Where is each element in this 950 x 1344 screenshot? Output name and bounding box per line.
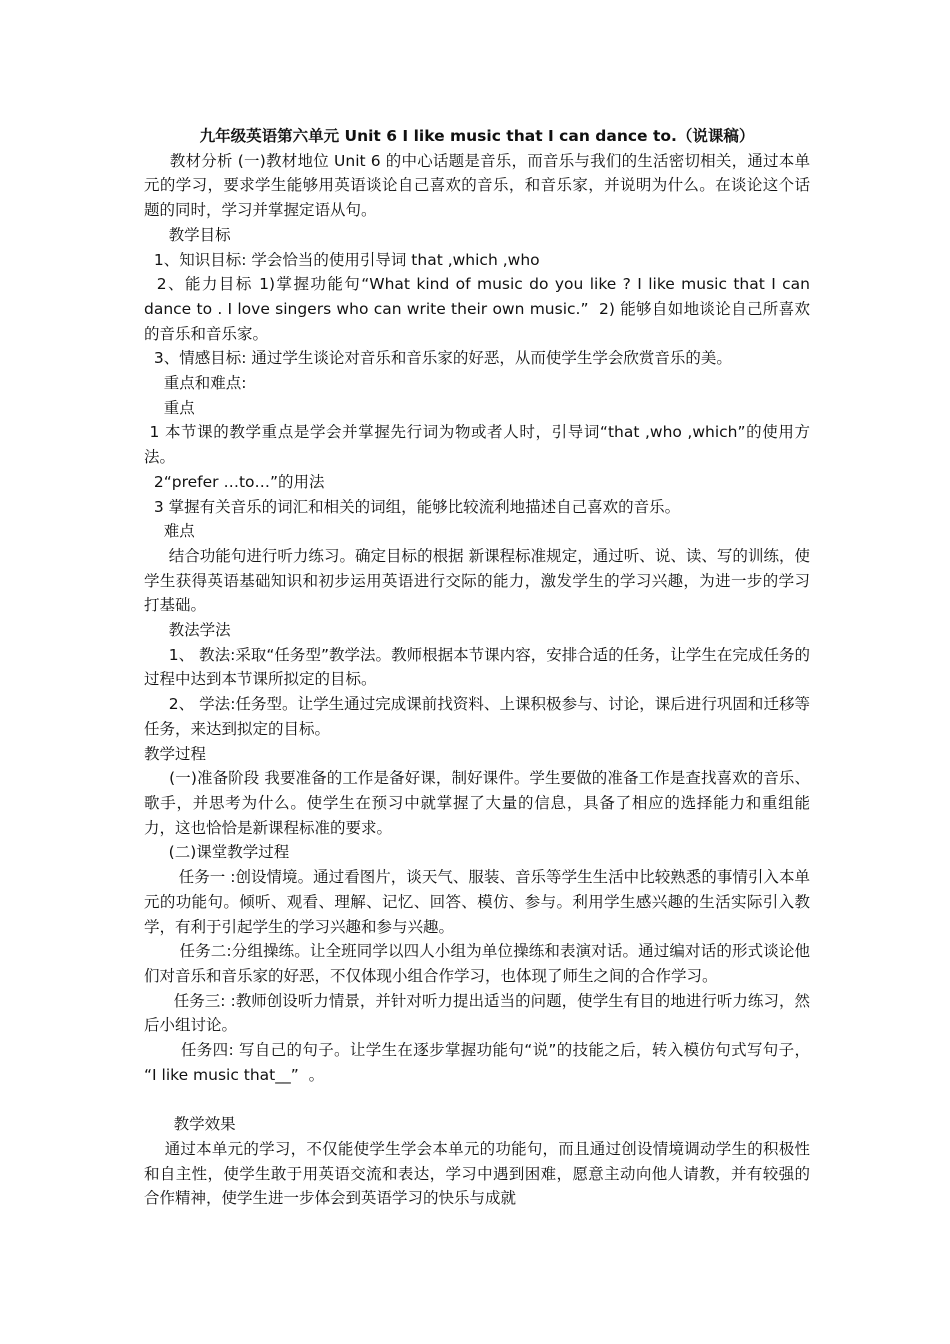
method-teaching: 1、 教法:采取“任务型”教学法。教师根据本节课内容，安排合适的任务，让学生在完成任务的过程中达到本节课所拟定的目标。 <box>144 645 810 689</box>
heading-classroom-process: (二)课堂教学过程 <box>144 843 290 862</box>
heading-teaching-effect: 教学效果 <box>144 1115 236 1134</box>
key-point-2: 2“prefer …to…”的用法 <box>144 472 325 491</box>
heading-difficulties: 难点 <box>144 522 195 541</box>
objective-knowledge: 1、知识目标: 学会恰当的使用引导词 that ,which ,who <box>144 250 540 269</box>
paragraph-difficulties: 结合功能句进行听力练习。确定目标的根据 新课程标准规定，通过听、说、读、写的训练，使学生获得英语基础知识和初步运用英语进行交际的能力，激发学生的学习兴趣，为进一步的学习打基础。 <box>144 546 811 615</box>
heading-key-points: 重点 <box>144 398 195 417</box>
heading-key-points-difficulties: 重点和难点: <box>144 374 247 393</box>
blank-line <box>144 1087 810 1112</box>
method-learning: 2、 学法:任务型。让学生通过完成课前找资料、上课积极参与、讨论，课后进行巩固和迁移等任务，来达到拟定的目标。 <box>144 695 810 738</box>
document-title: 九年级英语第六单元 Unit 6 I like music that I can dance to.（说课稿） <box>199 127 755 145</box>
process-preparation: (一)准备阶段 我要准备的工作是备好课，制好课件。学生要做的准备工作是查找喜欢的音乐、歌手，并思考为什么。使学生在预习中就掌握了大量的信息，具备了相应的选择能力和重组能力，这也恰恰是新课程标准的要求。 <box>144 769 811 837</box>
task-2: 任务二:分组操练。让全班同学以四人小组为单位操练和表演对话。通过编对话的形式谈论他们对音乐和音乐家的好恶，不仅体现小组合作学习，也体现了师生之间的合作学习。 <box>144 942 810 985</box>
key-point-3: 3 掌握有关音乐的词汇和相关的词组，能够比较流利地描述自己喜欢的音乐。 <box>144 497 681 516</box>
objective-ability: 2、能力目标 1)掌握功能句“What kind of music do you like ? I like music that I can dance to . I love singers who can write their own music.” 2) 能够自如地谈论自己所喜欢的音乐和音乐家。 <box>144 275 815 343</box>
heading-teaching-process: 教学过程 <box>144 744 207 763</box>
objective-emotion: 3、情感目标: 通过学生谈论对音乐和音乐家的好恶，从而使学生学会欣赏音乐的美。 <box>144 349 732 368</box>
paragraph-teaching-effect: 通过本单元的学习，不仅能使学生学会本单元的功能句，而且通过创设情境调动学生的积极性和自主性，使学生敢于用英语交流和表达，学习中遇到困难，愿意主动向他人请教，并有较强的合作精神，使学生进一步体会到英语学习的快乐与成就 <box>144 1139 810 1208</box>
heading-teaching-methods: 教法学法 <box>144 621 231 640</box>
key-point-1: 1 本节课的教学重点是学会并掌握先行词为物或者人时，引导词“that ,who ,which”的使用方法。 <box>144 423 810 467</box>
paragraph-textbook-analysis: 教材分析 (一)教材地位 Unit 6 的中心话题是音乐，而音乐与我们的生活密切相关，通过本单元的学习，要求学生能够用英语谈论自己喜欢的音乐，和音乐家，并说明为什么。在谈论这个话题的同时，学习并掌握定语从句。 <box>144 151 810 220</box>
heading-teaching-objectives: 教学目标 <box>144 225 231 244</box>
document-page <box>144 124 820 1211</box>
task-1: 任务一 :创设情境。通过看图片，谈天气、服装、音乐等学生生活中比较熟悉的事情引入本单元的功能句。倾听、观看、理解、记忆、回答、模仿、参与。利用学生感兴趣的生活实际引入教学，有利于引起学生的学习兴趣和参与兴趣。 <box>144 868 810 936</box>
task-4: 任务四: 写自己的句子。让学生在逐步掌握功能句“说”的技能之后，转入模仿句式写句子， “I like music that__” 。 <box>144 1041 820 1084</box>
task-3: 任务三: :教师创设听力情景，并针对听力提出适当的问题，使学生有目的地进行听力练习，然后小组讨论。 <box>144 991 811 1035</box>
